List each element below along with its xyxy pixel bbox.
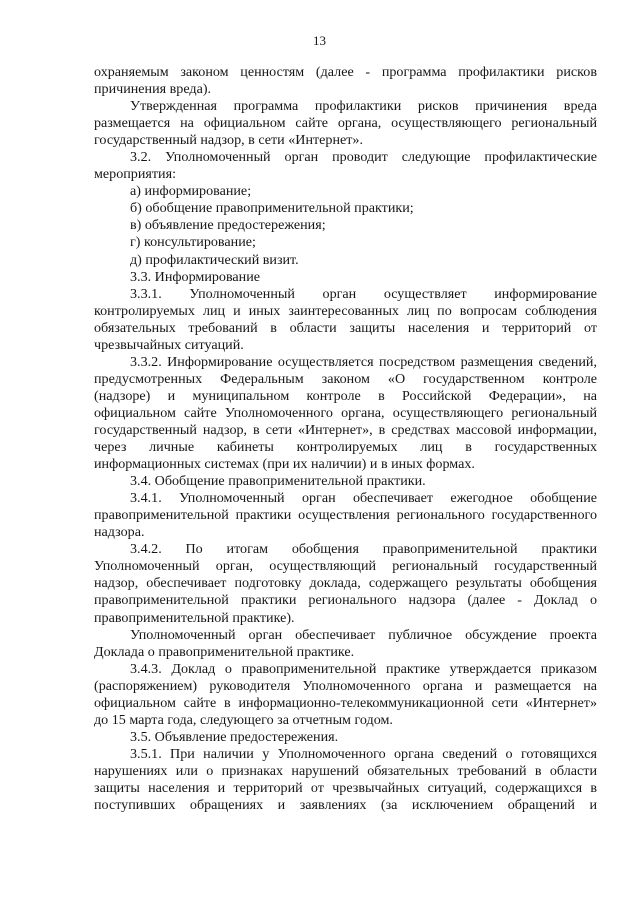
- text-line: г) консультирование;: [130, 234, 256, 251]
- text-line: через личные кабинеты контролируемых лиц в государственных: [94, 439, 597, 456]
- text-line: до 15 марта года, следующего за отчетным годом.: [94, 711, 393, 728]
- text-line: 3.4.2. По итогам обобщения правоприменительной практики: [130, 541, 597, 558]
- text-line: размещается на официальном сайте органа, осуществляющего региональный: [94, 115, 597, 132]
- text-line: 3.3.2. Информирование осуществляется посредством размещения сведений,: [130, 353, 597, 370]
- text-line: обязательных требований в области защиты населения и территорий от: [94, 319, 597, 336]
- text-line: надзор, обеспечивает подготовку доклада, содержащего результаты обобщения: [94, 575, 597, 592]
- text-line: а) информирование;: [130, 183, 252, 200]
- text-line: чрезвычайных ситуаций.: [94, 336, 244, 353]
- text-line: Утвержденная программа профилактики рисков причинения вреда: [130, 98, 597, 115]
- text-line: Уполномоченный орган, осуществляющий региональный государственный: [94, 558, 597, 575]
- text-line: надзора.: [94, 524, 145, 541]
- text-line: предусмотренных Федеральным законом «О государственном контроле: [94, 370, 597, 387]
- text-line: нарушениях или о признаках нарушений обязательных требований в области: [94, 762, 597, 779]
- text-line: причинения вреда).: [94, 81, 212, 98]
- text-line: д) профилактический визит.: [130, 251, 299, 268]
- text-line: государственный надзор, в сети «Интернет», в средствах массовой информации,: [94, 421, 597, 438]
- text-line: государственный надзор, в сети «Интернет».: [94, 132, 363, 149]
- text-line: б) обобщение правоприменительной практики;: [130, 200, 414, 217]
- text-line: (распоряжением) руководителя Уполномоченного органа и размещается на: [94, 677, 597, 694]
- text-line: мероприятия:: [94, 166, 176, 183]
- text-line: правоприменительной практики осуществления регионального государственного: [94, 507, 597, 524]
- text-line: 3.4.1. Уполномоченный орган обеспечивает ежегодное обобщение: [130, 490, 597, 507]
- text-line: 3.5. Объявление предостережения.: [130, 728, 339, 745]
- text-line: 3.2. Уполномоченный орган проводит следующие профилактические: [130, 149, 597, 166]
- text-line: охраняемым законом ценностям (далее - программа профилактики рисков: [94, 64, 597, 80]
- text-line: поступивших обращениях и заявлениях (за исключением обращений и: [94, 797, 597, 814]
- text-line: Доклада о правоприменительной практике.: [94, 643, 355, 660]
- text-line: (надзоре) и муниципальном контроле в Российской Федерации», на: [94, 387, 597, 404]
- text-line: 3.3. Информирование: [130, 268, 261, 285]
- text-line: правоприменительной практики регионального надзора (далее - Доклад о: [94, 592, 597, 609]
- text-line: 3.5.1. При наличии у Уполномоченного органа сведений о готовящихся: [130, 745, 597, 762]
- text-line: 3.4.3. Доклад о правоприменительной практике утверждается приказом: [130, 660, 597, 677]
- text-line: в) объявление предостережения;: [130, 217, 326, 234]
- text-line: контролируемых лиц и иных заинтересованных лиц по вопросам соблюдения: [94, 302, 597, 319]
- text-line: официальном сайте в информационно-телекоммуникационной сети «Интернет»: [94, 694, 597, 711]
- text-line: информационных системах (при их наличии) и в иных формах.: [94, 456, 475, 473]
- text-line: правоприменительной практике).: [94, 609, 295, 626]
- page-number: 13: [313, 33, 326, 48]
- text-line: 3.4. Обобщение правоприменительной практики.: [130, 473, 426, 490]
- text-line: защиты населения и территорий от чрезвычайных ситуаций, содержащихся в: [94, 779, 597, 796]
- document-body-text: [94, 64, 597, 814]
- text-line: 3.3.1. Уполномоченный орган осуществляет информирование: [130, 285, 597, 302]
- text-line: официальном сайте Уполномоченного органа, осуществляющего региональный: [94, 404, 597, 421]
- text-line: Уполномоченный орган обеспечивает публичное обсуждение проекта: [130, 626, 597, 643]
